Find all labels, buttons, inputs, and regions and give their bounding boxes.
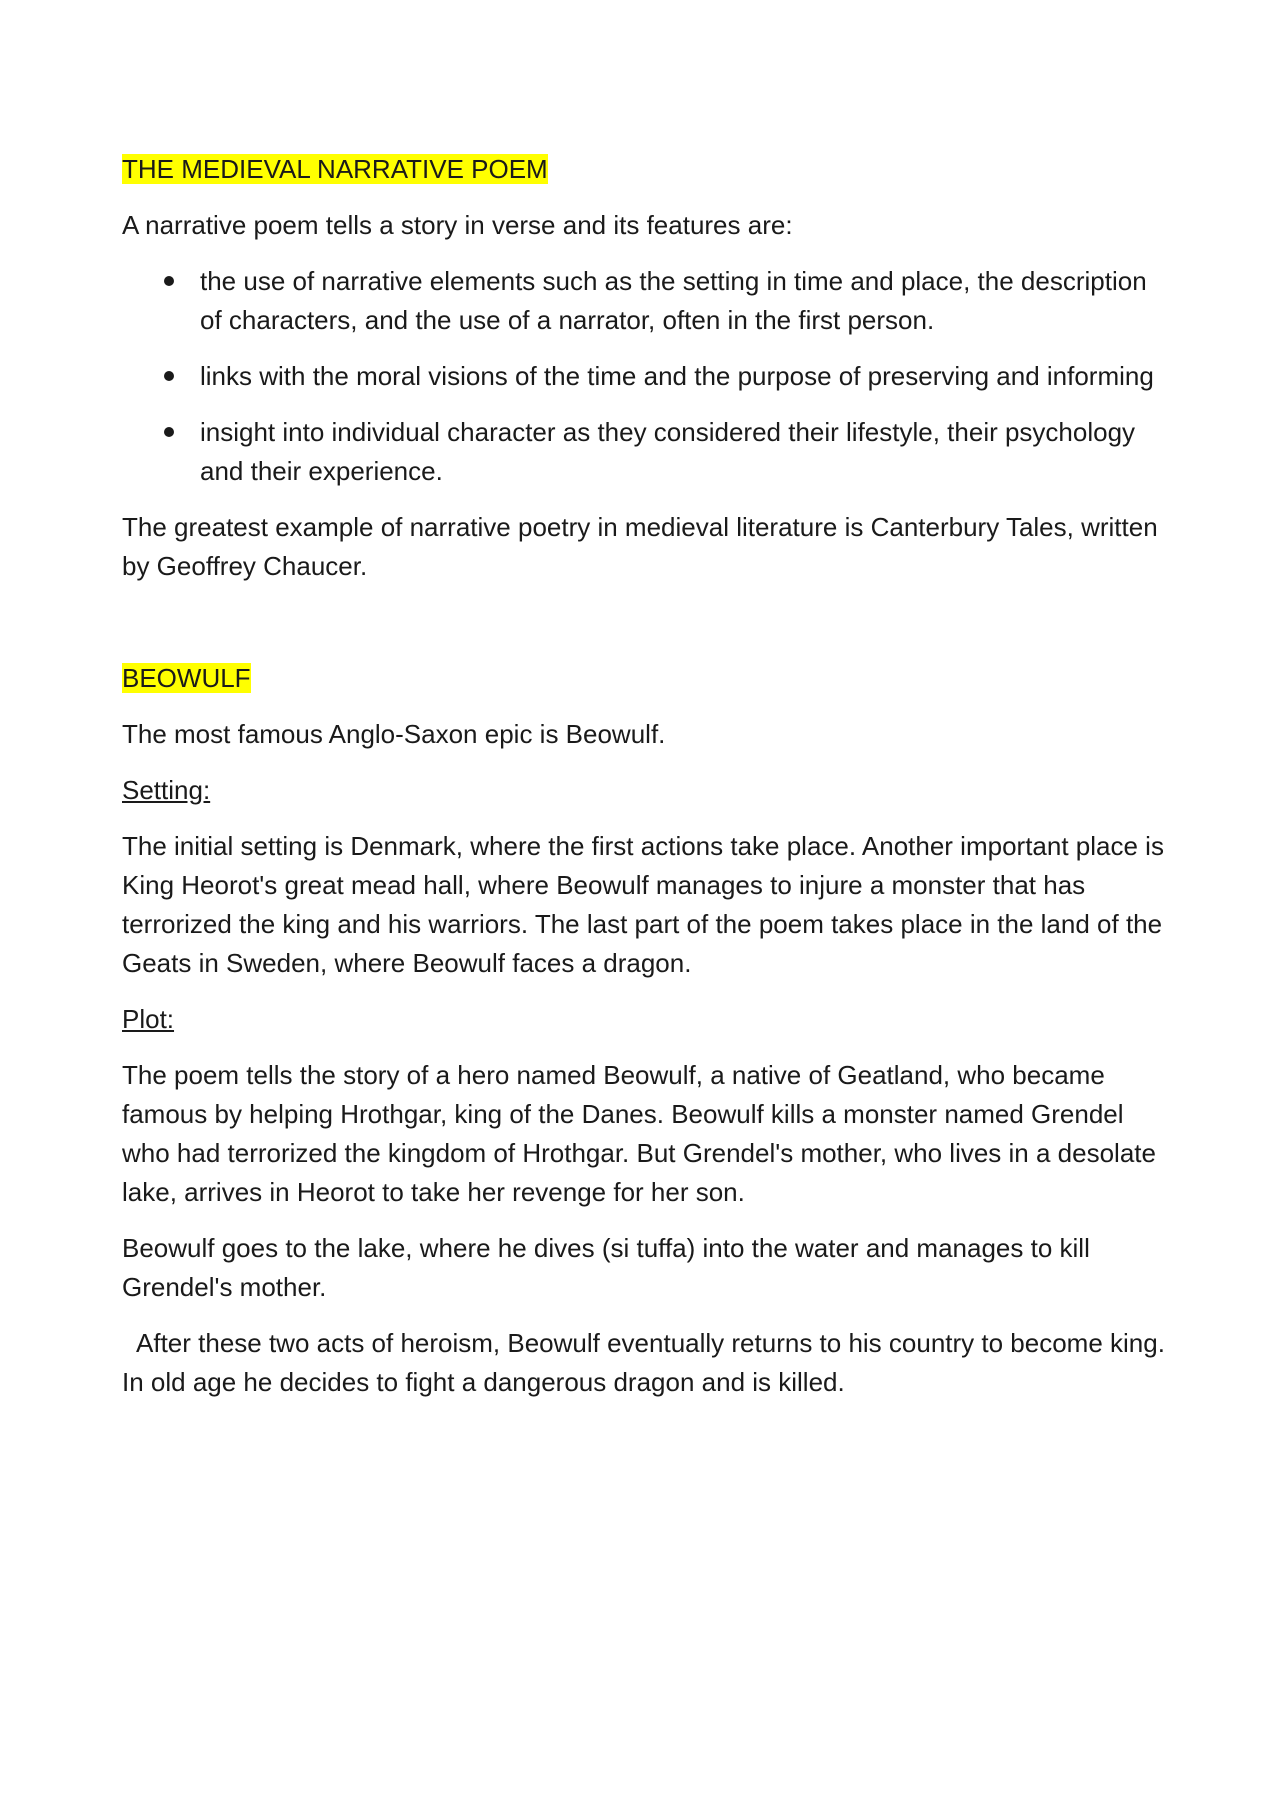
features-list [122,262,1172,491]
document-page [122,150,1172,1419]
narrative-intro: A narrative poem tells a story in verse and its features are: [122,210,793,240]
plot-paragraph: After these two acts of heroism, Beowulf eventually returns to his country to become king. In old age he decides to fight a dangerous dragon and is killed. [122,1328,1165,1397]
section-heading-beowulf: BEOWULF [122,663,251,693]
list-item: the use of narrative elements such as the setting in time and place, the description of characters, and the use of a narrator, often in the first person. [122,262,1172,340]
setting-text: The initial setting is Denmark, where the first actions take place. Another important place is King Heorot's great mead hall, where Beowulf manages to injure a monster that has terrorized the king and his warriors. The last part of the poem takes place in the land of the Geats in Sweden, where Beowulf faces a dragon. [122,831,1164,978]
bullet-icon [164,427,174,437]
list-item: links with the moral visions of the time and the purpose of preserving and informing [122,357,1172,396]
section-heading-narrative-poem: THE MEDIEVAL NARRATIVE POEM [122,154,548,184]
plot-label: Plot: [122,1004,175,1034]
bullet-icon [164,371,174,381]
list-item: insight into individual character as they considered their lifestyle, their psychology and their experience. [122,413,1172,491]
section-spacer [122,603,1172,659]
bullet-icon [164,276,174,286]
beowulf-intro: The most famous Anglo-Saxon epic is Beowulf. [122,719,666,749]
narrative-closing: The greatest example of narrative poetry in medieval literature is Canterbury Tales, written by Geoffrey Chaucer. [122,512,1158,581]
setting-label: Setting: [122,775,211,805]
plot-paragraph: Beowulf goes to the lake, where he dives (si tuffa) into the water and manages to kill Grendel's mother. [122,1233,1090,1302]
plot-paragraph: The poem tells the story of a hero named Beowulf, a native of Geatland, who became famous by helping Hrothgar, king of the Danes. Beowulf kills a monster named Grendel who had terrorized the kingdom of Hrothgar. But Grendel's mother, who lives in a desolate lake, arrives in Heorot to take her revenge for her son. [122,1060,1156,1207]
